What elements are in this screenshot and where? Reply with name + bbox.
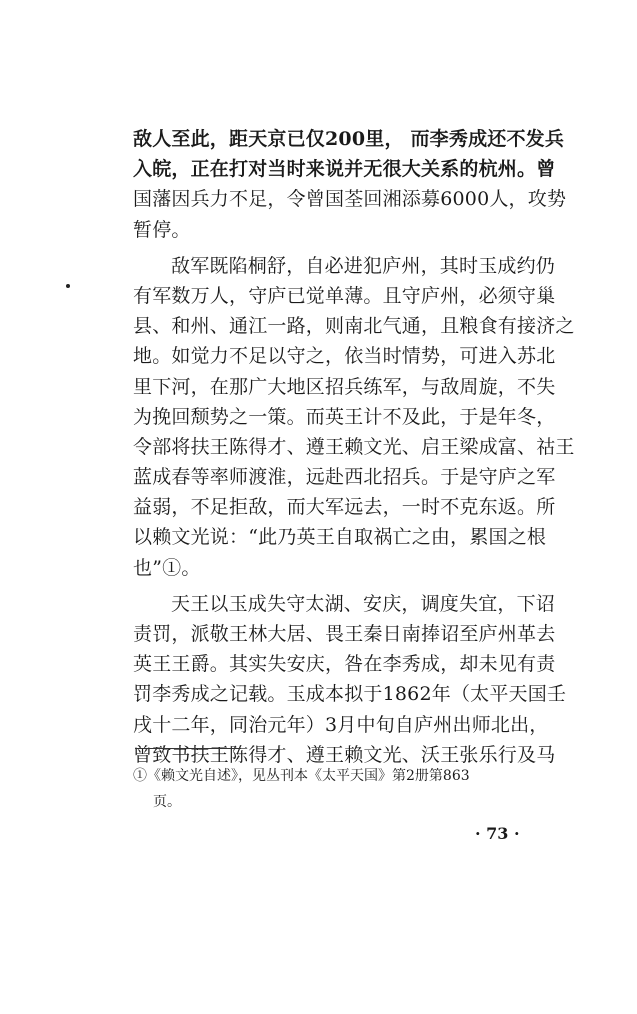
text-line: 地。如觉力不足以守之，依当时情势，可进入苏北	[133, 345, 556, 368]
text-line: 敌人至此，距天京已仅200里， 而李秀成还不发兵	[133, 128, 565, 150]
text-line: 为挽回颓势之一策。而英王计不及此，于是年冬，	[133, 405, 556, 428]
footnote-line: 页。	[153, 794, 181, 810]
footnote-line: ①《赖文光自述》，见丛刊本《太平天国》第2册第863	[133, 768, 470, 784]
text-line: 也”①。	[133, 556, 201, 579]
paragraph	[133, 589, 567, 770]
text-line: 有军数万人，守庐已觉单薄。且守庐州，必须守巢	[133, 284, 556, 307]
text-line: 里下河，在那广大地区招兵练军，与敌周旋，不失	[133, 375, 556, 398]
text-line: 罚李秀成之记载。玉成本拟于1862年（太平天国壬	[133, 683, 567, 706]
text-line: 曾致书扶王陈得才、遵王赖文光、沃王张乐行及马	[133, 743, 556, 766]
text-line: 敌军既陷桐舒，自必进犯庐州，其时玉成约仍	[171, 254, 556, 277]
text-line: 以赖文光说：“此乃英王自取祸亡之由，累国之根	[133, 526, 547, 549]
page-number: · 73 ·	[475, 824, 520, 843]
text-line: 入皖，正在打对当时来说并无很大关系的杭州。曾	[133, 158, 556, 181]
text-line: 县、和州、通江一路，则南北气通，且粮食有接济之	[133, 315, 575, 338]
text-line: 戌十二年，同治元年）3月中旬自庐州出师北出，	[133, 713, 549, 736]
footnote-divider	[135, 748, 241, 749]
text-line: 蓝成春等率师渡淮，远赴西北招兵。于是守庐之军	[133, 466, 556, 489]
paragraph	[133, 251, 575, 583]
text-line: 暂停。	[133, 218, 191, 241]
body-text	[133, 124, 575, 770]
text-line: 英王王爵。其实失安庆，咎在李秀成，却未见有责	[133, 653, 556, 676]
paragraph	[133, 124, 567, 245]
text-line: 益弱，不足拒敌，而大军远去，一时不克东返。所	[133, 496, 556, 519]
stray-ink-dot	[66, 284, 70, 288]
footnote	[133, 763, 553, 815]
text-line: 天王以玉成失守太湖、安庆，调度失宜，下诏	[171, 592, 556, 615]
text-line: 令部将扶王陈得才、遵王赖文光、启王梁成富、祜王	[133, 435, 575, 458]
text-line: 国藩因兵力不足，令曾国荃回湘添募6000人，攻势	[133, 188, 567, 211]
text-line: 责罚，派敬王林大居、畏王秦日南捧诏至庐州革去	[133, 623, 556, 645]
